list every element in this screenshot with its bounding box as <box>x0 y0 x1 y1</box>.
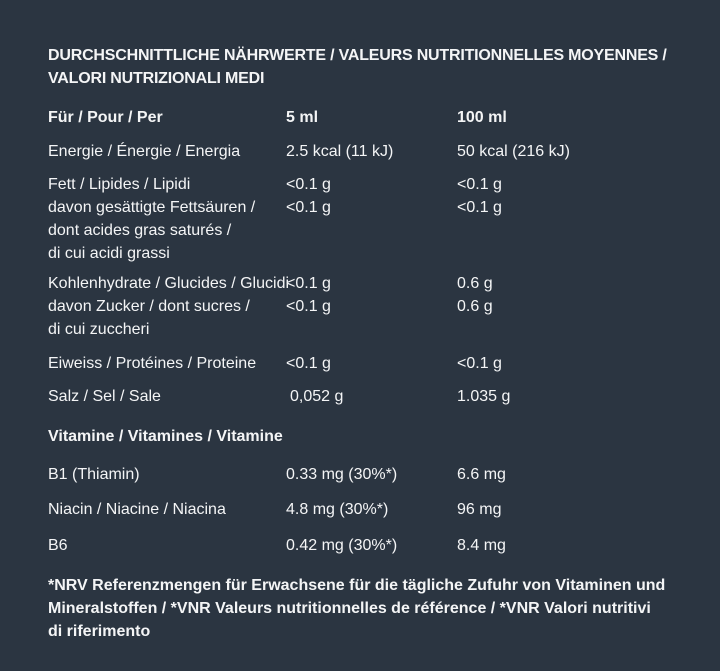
nutrition-heading-line-1: DURCHSCHNITTLICHE NÄHRWERTE / VALEURS NUTRITIONNELLES MOYENNES / <box>48 47 667 64</box>
vitamins-heading: Vitamine / Vitamines / Vitamine <box>48 428 283 445</box>
vitamin-b1-value-5ml: 0.33 mg (30%*) <box>286 466 398 483</box>
carbohydrates-label: Kohlenhydrate / Glucides / Glucidi <box>48 275 290 292</box>
sugars-label-line: davon Zucker / dont sucres / <box>48 298 250 315</box>
saturated-fat-value-100ml: <0.1 g <box>457 199 502 216</box>
niacin-value-5ml: 4.8 mg (30%*) <box>286 501 389 518</box>
protein-label: Eiweiss / Protéines / Proteine <box>48 355 257 372</box>
sugars-label <box>48 295 250 341</box>
vitamin-b6-value-5ml: 0.42 mg (30%*) <box>286 537 398 554</box>
vitamin-b1-label: B1 (Thiamin) <box>48 466 140 483</box>
nrv-footnote-line: *NRV Referenzmengen für Erwachsene für die tägliche Zufuhr von Vitaminen und <box>48 577 666 594</box>
nrv-footnote <box>48 574 678 643</box>
protein-value-100ml: <0.1 g <box>457 355 502 372</box>
protein-value-5ml: <0.1 g <box>286 355 331 372</box>
carbohydrates-value-5ml: <0.1 g <box>286 275 331 292</box>
energy-value-100ml: 50 kcal (216 kJ) <box>457 143 570 160</box>
salt-value-100ml: 1.035 g <box>457 388 511 405</box>
saturated-fat-value-5ml: <0.1 g <box>286 199 331 216</box>
column-header-100ml: 100 ml <box>457 109 507 126</box>
nrv-footnote-line: Mineralstoffen / *VNR Valeurs nutritionnelles de référence / *VNR Valori nutritivi <box>48 600 651 617</box>
saturated-fat-label-line: di cui acidi grassi <box>48 245 170 262</box>
per-label-header: Für / Pour / Per <box>48 109 163 126</box>
nrv-footnote-line: di riferimento <box>48 623 151 640</box>
column-header-5ml: 5 ml <box>286 109 319 126</box>
sugars-value-5ml: <0.1 g <box>286 298 331 315</box>
salt-value-5ml: 0,052 g <box>290 388 344 405</box>
nutrition-heading-line-2: VALORI NUTRIZIONALI MEDI <box>48 70 265 87</box>
fat-value-5ml: <0.1 g <box>286 176 331 193</box>
vitamin-b6-label: B6 <box>48 537 68 554</box>
energy-label: Energie / Énergie / Energia <box>48 143 241 160</box>
sugars-label-line: di cui zuccheri <box>48 321 150 338</box>
fat-label: Fett / Lipides / Lipidi <box>48 176 191 193</box>
saturated-fat-label-line: dont acides gras saturés / <box>48 222 232 239</box>
vitamin-b1-value-100ml: 6.6 mg <box>457 466 506 483</box>
fat-value-100ml: <0.1 g <box>457 176 502 193</box>
carbohydrates-value-100ml: 0.6 g <box>457 275 493 292</box>
vitamin-b6-value-100ml: 8.4 mg <box>457 537 506 554</box>
niacin-label: Niacin / Niacine / Niacina <box>48 501 226 518</box>
sugars-value-100ml: 0.6 g <box>457 298 493 315</box>
saturated-fat-label <box>48 196 255 265</box>
saturated-fat-label-line: davon gesättigte Fettsäuren / <box>48 199 256 216</box>
energy-value-5ml: 2.5 kcal (11 kJ) <box>286 143 394 160</box>
niacin-value-100ml: 96 mg <box>457 501 502 518</box>
salt-label: Salz / Sel / Sale <box>48 388 161 405</box>
